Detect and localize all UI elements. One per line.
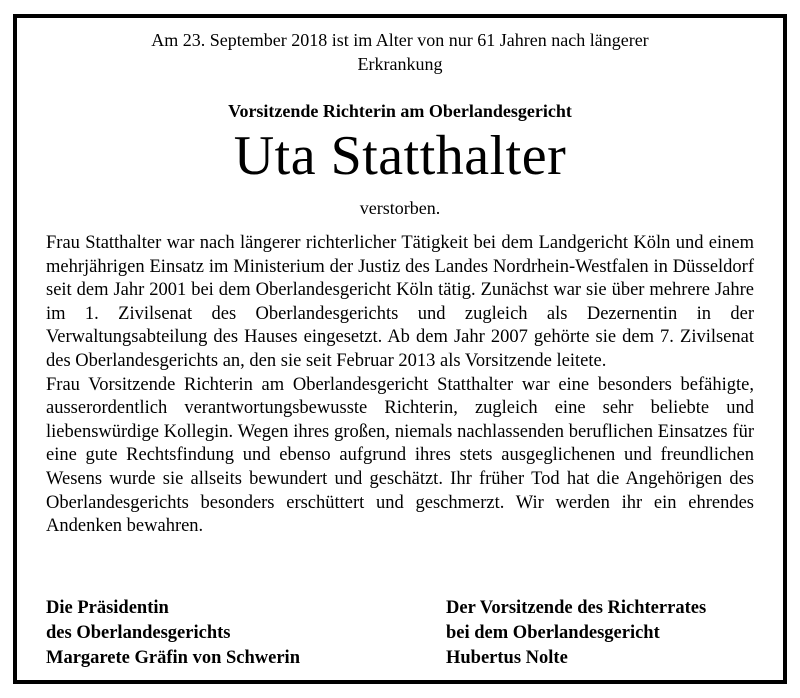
- paragraph-career: Frau Statthalter war nach längerer richterlicher Tätigkeit bei dem Landgericht Köln und einem mehrjährigen Einsatz im Ministerium der Justiz des Landes Nordrhein-Westfalen in Düsseldorf seit dem Jahr 2001 bei dem Oberlandesgericht Köln tätig. Zunächst war sie über mehrere Jahre im 1. Zivilsenat des Oberlandesgerichts und zugleich als Dezernentin in der Verwaltungsabteilung des Hauses eingesetzt. Ab dem Jahr 2007 gehörte sie dem 7. Zivilsenat des Oberlandesgerichts an, den sie seit Februar 2013 als Vorsitzende leitete.: [46, 233, 754, 371]
- intro-text: [40, 28, 760, 76]
- died-line: verstorben.: [359, 198, 441, 218]
- signature-left: [46, 596, 300, 671]
- obituary-body: [46, 232, 754, 539]
- intro-line-1: Am 23. September 2018 ist im Alter von nur 61 Jahren nach längerer: [151, 30, 649, 50]
- paragraph-tribute: Frau Vorsitzende Richterin am Oberlandesgericht Statthalter war eine besonders befähigte, ausserordentlich verantwortungsbewusste Richterin, zugleich eine sehr beliebte und liebenswürdige Kollegin. Wegen ihres großen, niemals nachlassenden beruflichen Einsatzes für eine gute Rechtsfindung und ebenso aufgrund ihres stets ausgeglichenen und freundlichen Wesens wurde sie allseits bewundert und geschätzt. Ihr früher Tod hat die Angehörigen des Oberlandesgerichts besonders erschüttert und geschmerzt. Wir werden ihr ein ehrendes Andenken bewahren.: [46, 374, 754, 537]
- position-title: Vorsitzende Richterin am Oberlandesgericht: [228, 101, 572, 121]
- signature-right-line-3: Hubertus Nolte: [446, 648, 568, 668]
- signature-left-line-1: Die Präsidentin: [46, 598, 169, 618]
- intro-line-2: Erkrankung: [357, 54, 443, 74]
- deceased-name: Uta Statthalter: [233, 125, 567, 187]
- signature-right-line-1: Der Vorsitzende des Richterrates: [446, 598, 707, 618]
- signature-right: [446, 596, 706, 671]
- signature-left-line-3: Margarete Gräfin von Schwerin: [46, 648, 300, 668]
- signature-right-line-2: bei dem Oberlandesgericht: [446, 623, 660, 643]
- signature-left-line-2: des Oberlandesgerichts: [46, 623, 231, 643]
